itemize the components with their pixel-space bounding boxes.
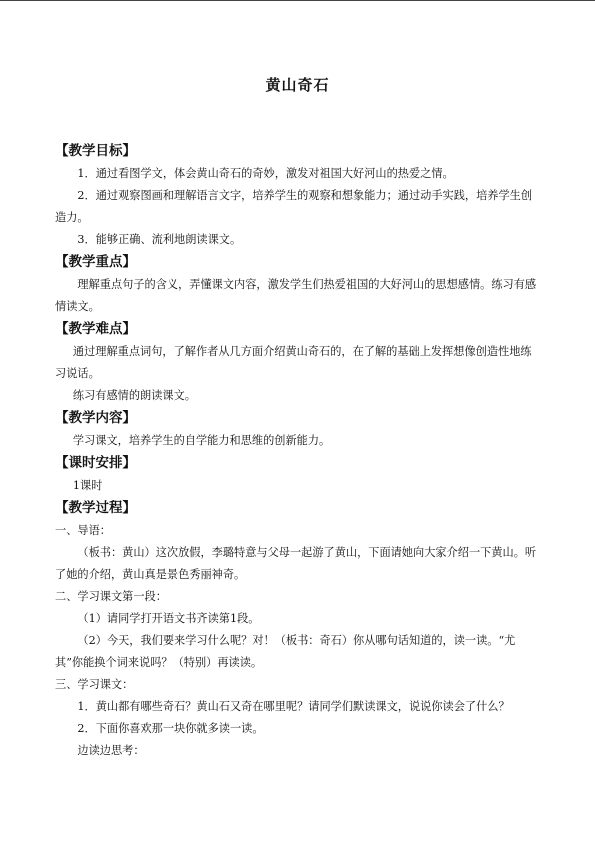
process-part3-item-1: 1．黄山都有哪些奇石？黄山石又奇在哪里呢？请同学们默读课文，说说你读会了什么？ bbox=[77, 700, 510, 713]
difficulty-item-1: 通过理解重点词句，了解作者从几方面介绍黄山奇石的，在了解的基础上发挥想像创造性地练习说话。 bbox=[55, 345, 532, 380]
process-part2-item-1: （1）请同学打开语文书齐读第1段。 bbox=[77, 612, 260, 625]
process-part3-item-3: 边读边思考： bbox=[77, 744, 145, 757]
key-points-text: 理解重点句子的含义，弄懂课文内容，激发学生们热爱祖国的大好河山的思想感情。练习有感情读文。 bbox=[55, 278, 537, 313]
heading-key-points: 【教学重点】 bbox=[55, 254, 136, 270]
process-part1-title: 一、导语： bbox=[55, 524, 111, 537]
process-part1-text: （板书：黄山）这次放假，李璐特意与父母一起游了黄山，下面请她向大家介绍一下黄山。听了她的介绍，黄山真是景色秀丽神奇。 bbox=[55, 546, 537, 581]
goal-item-2: 2．通过观察图画和理解语言文字，培养学生的观察和想象能力；通过动手实践，培养学生创造力。 bbox=[55, 189, 533, 224]
content-text: 学习课文，培养学生的自学能力和思维的创新能力。 bbox=[72, 434, 331, 447]
schedule-text: 1课时 bbox=[72, 479, 103, 492]
process-part3-item-2: 2．下面你喜欢那一块你就多读一读。 bbox=[77, 722, 264, 735]
heading-difficulties: 【教学难点】 bbox=[55, 321, 136, 337]
goal-item-1: 1．通过看图学文，体会黄山奇石的奇妙，激发对祖国大好河山的热爱之情。 bbox=[77, 167, 454, 180]
heading-process: 【教学过程】 bbox=[55, 500, 136, 516]
process-part3-title: 三、学习课文： bbox=[55, 678, 134, 691]
difficulty-item-2: 练习有感情的朗读课文。 bbox=[72, 389, 196, 402]
process-part2-item-2: （2）今天，我们要来学习什么呢？对！（板书：奇石）你从哪句话知道的，读一读。“尤其”你能换个词来说吗？（特别）再读读。 bbox=[55, 634, 516, 669]
document-body bbox=[55, 140, 541, 762]
heading-schedule: 【课时安排】 bbox=[55, 455, 136, 471]
process-part2-title: 二、学习课文第一段： bbox=[55, 590, 167, 603]
heading-goals: 【教学目标】 bbox=[55, 143, 136, 159]
page-title: 黄山奇石 bbox=[265, 76, 330, 94]
heading-content: 【教学内容】 bbox=[55, 410, 136, 426]
goal-item-3: 3．能够正确、流利地朗读课文。 bbox=[77, 233, 242, 246]
page-top-rule bbox=[0, 0, 595, 1]
